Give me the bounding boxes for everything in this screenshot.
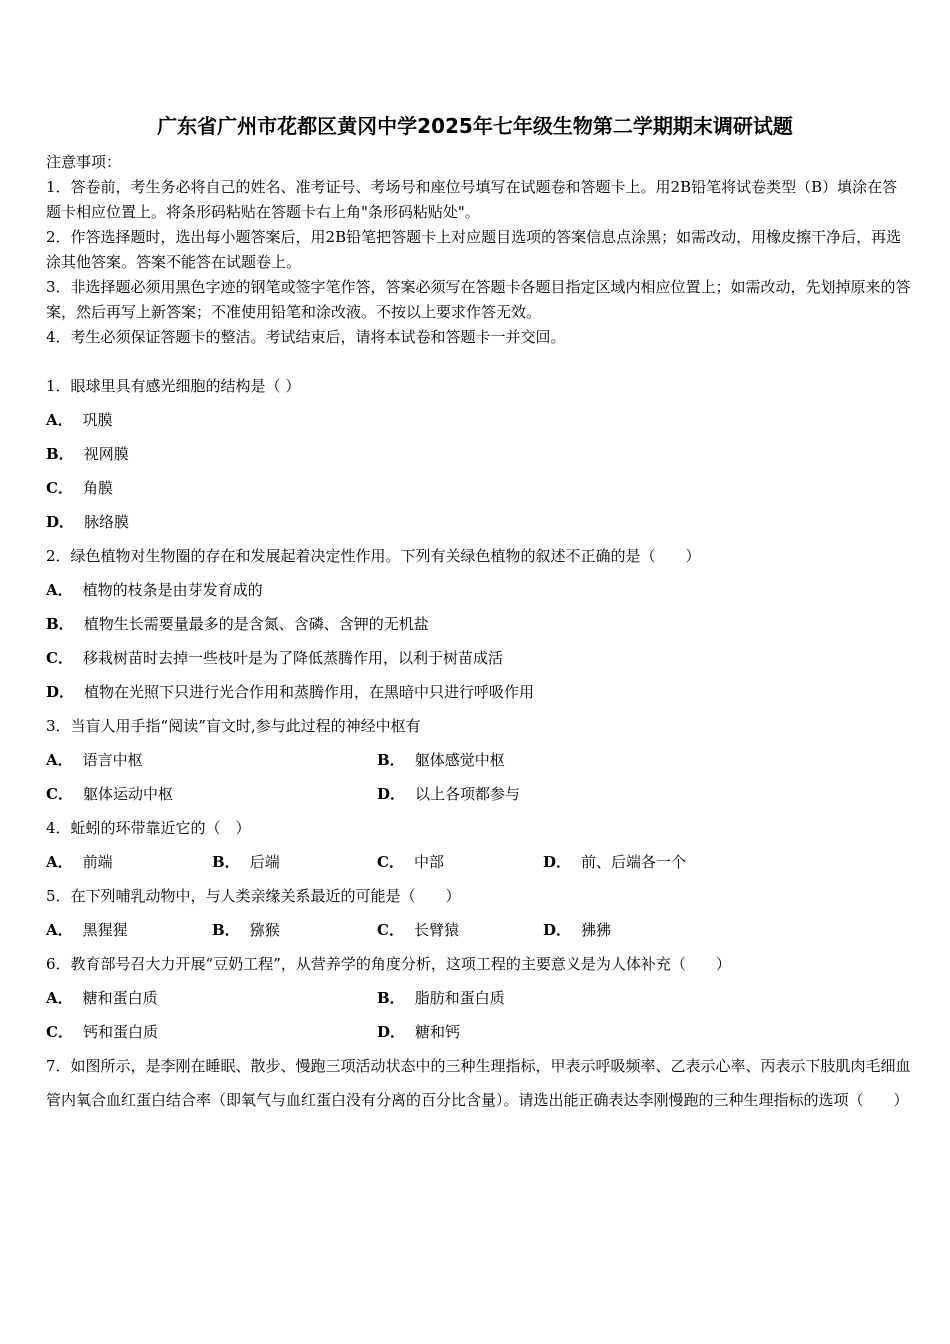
exam-title: 广东省广州市花都区黄冈中学2025年七年级生物第二学期期末调研试题 bbox=[157, 114, 793, 138]
question-6-option-c bbox=[46, 1022, 158, 1042]
option-text: 长臂猿 bbox=[413, 921, 459, 939]
question-4-option-b bbox=[212, 852, 280, 872]
option-letter: A． bbox=[46, 581, 73, 599]
question-5-option-d bbox=[543, 920, 611, 940]
option-text: 糖和钙 bbox=[415, 1023, 461, 1041]
option-letter: B． bbox=[212, 853, 240, 871]
option-letter: B． bbox=[46, 615, 74, 633]
option-letter: C． bbox=[46, 1023, 73, 1041]
option-letter: B． bbox=[46, 445, 74, 463]
option-letter: C． bbox=[46, 479, 73, 497]
question-3-stem: 3．当盲人用手指“阅读”盲文时,参与此过程的神经中枢有 bbox=[46, 717, 421, 735]
question-3-option-a bbox=[46, 750, 143, 770]
option-letter: A． bbox=[46, 411, 73, 429]
option-letter: D． bbox=[377, 1023, 406, 1041]
option-text: 植物在光照下只进行光合作用和蒸腾作用，在黑暗中只进行呼吸作用 bbox=[84, 683, 535, 701]
option-text: 躯体感觉中枢 bbox=[414, 751, 505, 769]
option-letter: B． bbox=[212, 921, 240, 939]
question-4-stem: 4．蚯蚓的环带靠近它的（ ） bbox=[46, 819, 251, 837]
option-letter: D． bbox=[543, 853, 572, 871]
notice-section bbox=[46, 150, 912, 350]
option-text: 植物生长需要量最多的是含氮、含磷、含钾的无机盐 bbox=[83, 615, 429, 633]
question-4-option-c bbox=[377, 852, 444, 872]
question-3-option-b bbox=[377, 750, 505, 770]
option-letter: A． bbox=[46, 853, 73, 871]
notice-item-1: 1．答卷前，考生务必将自己的姓名、准考证号、考场号和座位号填写在试题卷和答题卡上。用2B铅笔将试卷类型（B）填涂在答题卡相应位置上。将条形码粘贴在答题卡右上角"条形码粘贴处"。 bbox=[46, 178, 898, 221]
notice-heading: 注意事项： bbox=[46, 153, 122, 171]
option-text: 狒狒 bbox=[581, 921, 612, 939]
question-2-option-a bbox=[46, 580, 263, 600]
question-2-stem: 2．绿色植物对生物圈的存在和发展起着决定性作用。下列有关绿色植物的叙述不正确的是（ ） bbox=[46, 547, 701, 565]
question-5-option-b bbox=[212, 920, 280, 940]
option-text: 后端 bbox=[249, 853, 280, 871]
question-2-option-b bbox=[46, 614, 429, 634]
option-text: 脉络膜 bbox=[84, 513, 130, 531]
question-6-stem: 6．教育部号召大力开展“豆奶工程”，从营养学的角度分析，这项工程的主要意义是为人体补充（ ） bbox=[46, 955, 731, 973]
option-text: 视网膜 bbox=[83, 445, 129, 463]
option-text: 语言中枢 bbox=[82, 751, 143, 769]
option-text: 钙和蛋白质 bbox=[82, 1023, 158, 1041]
question-4-option-a bbox=[46, 852, 113, 872]
option-text: 前、后端各一个 bbox=[581, 853, 687, 871]
option-letter: D． bbox=[46, 683, 75, 701]
option-letter: C． bbox=[46, 785, 73, 803]
question-3-option-c bbox=[46, 784, 173, 804]
option-letter: D． bbox=[377, 785, 406, 803]
question-2-option-d bbox=[46, 682, 534, 702]
question-5-stem: 5．在下列哺乳动物中，与人类亲缘关系最近的可能是（ ） bbox=[46, 887, 461, 905]
question-1-option-b bbox=[46, 444, 129, 464]
option-letter: D． bbox=[543, 921, 572, 939]
question-3-option-d bbox=[377, 784, 520, 804]
option-text: 躯体运动中枢 bbox=[82, 785, 173, 803]
option-letter: A． bbox=[46, 989, 73, 1007]
question-2-option-c bbox=[46, 648, 503, 668]
option-letter: A． bbox=[46, 751, 73, 769]
option-letter: C． bbox=[377, 921, 404, 939]
question-6-option-d bbox=[377, 1022, 460, 1042]
question-1-option-c bbox=[46, 478, 113, 498]
option-letter: D． bbox=[46, 513, 75, 531]
option-text: 前端 bbox=[82, 853, 113, 871]
question-1-option-a bbox=[46, 410, 113, 430]
question-4-option-d bbox=[543, 852, 686, 872]
option-text: 猕猴 bbox=[249, 921, 280, 939]
notice-item-2: 2．作答选择题时，选出每小题答案后，用2B铅笔把答题卡上对应题目选项的答案信息点涂黑；如需改动，用橡皮擦干净后，再选涂其他答案。答案不能答在试题卷上。 bbox=[46, 228, 902, 271]
option-text: 黑猩猩 bbox=[82, 921, 128, 939]
question-6-option-a bbox=[46, 988, 158, 1008]
option-text: 以上各项都参与 bbox=[415, 785, 521, 803]
question-7-stem: 7．如图所示，是李刚在睡眠、散步、慢跑三项活动状态中的三种生理指标，甲表示呼吸频率、乙表示心率、丙表示下肢肌肉毛细血管内氧合血红蛋白结合率（即氧气与血红蛋白没有分离的百分比含量）。请选出能正确表达李刚慢跑的三种生理指标的选项（ ） bbox=[46, 1057, 911, 1109]
question-1-stem: 1．眼球里具有感光细胞的结构是（ ） bbox=[46, 377, 301, 395]
notice-item-4: 4．考生必须保证答题卡的整洁。考试结束后，请将本试卷和答题卡一并交回。 bbox=[46, 328, 566, 346]
question-5-option-c bbox=[377, 920, 459, 940]
notice-item-3: 3．非选择题必须用黑色字迹的钢笔或签字笔作答，答案必须写在答题卡各题目指定区域内相应位置上；如需改动，先划掉原来的答案，然后再写上新答案；不准使用铅笔和涂改液。不按以上要求作答无效。 bbox=[46, 278, 911, 321]
option-text: 植物的枝条是由芽发育成的 bbox=[82, 581, 263, 599]
option-letter: B． bbox=[377, 751, 405, 769]
option-letter: B． bbox=[377, 989, 405, 1007]
option-letter: C． bbox=[377, 853, 404, 871]
option-letter: A． bbox=[46, 921, 73, 939]
option-text: 移栽树苗时去掉一些枝叶是为了降低蒸腾作用，以利于树苗成活 bbox=[82, 649, 503, 667]
option-letter: C． bbox=[46, 649, 73, 667]
option-text: 巩膜 bbox=[82, 411, 113, 429]
option-text: 糖和蛋白质 bbox=[82, 989, 158, 1007]
option-text: 角膜 bbox=[82, 479, 113, 497]
question-1-option-d bbox=[46, 512, 129, 532]
option-text: 中部 bbox=[413, 853, 444, 871]
question-6-option-b bbox=[377, 988, 505, 1008]
option-text: 脂肪和蛋白质 bbox=[414, 989, 505, 1007]
question-5-option-a bbox=[46, 920, 128, 940]
